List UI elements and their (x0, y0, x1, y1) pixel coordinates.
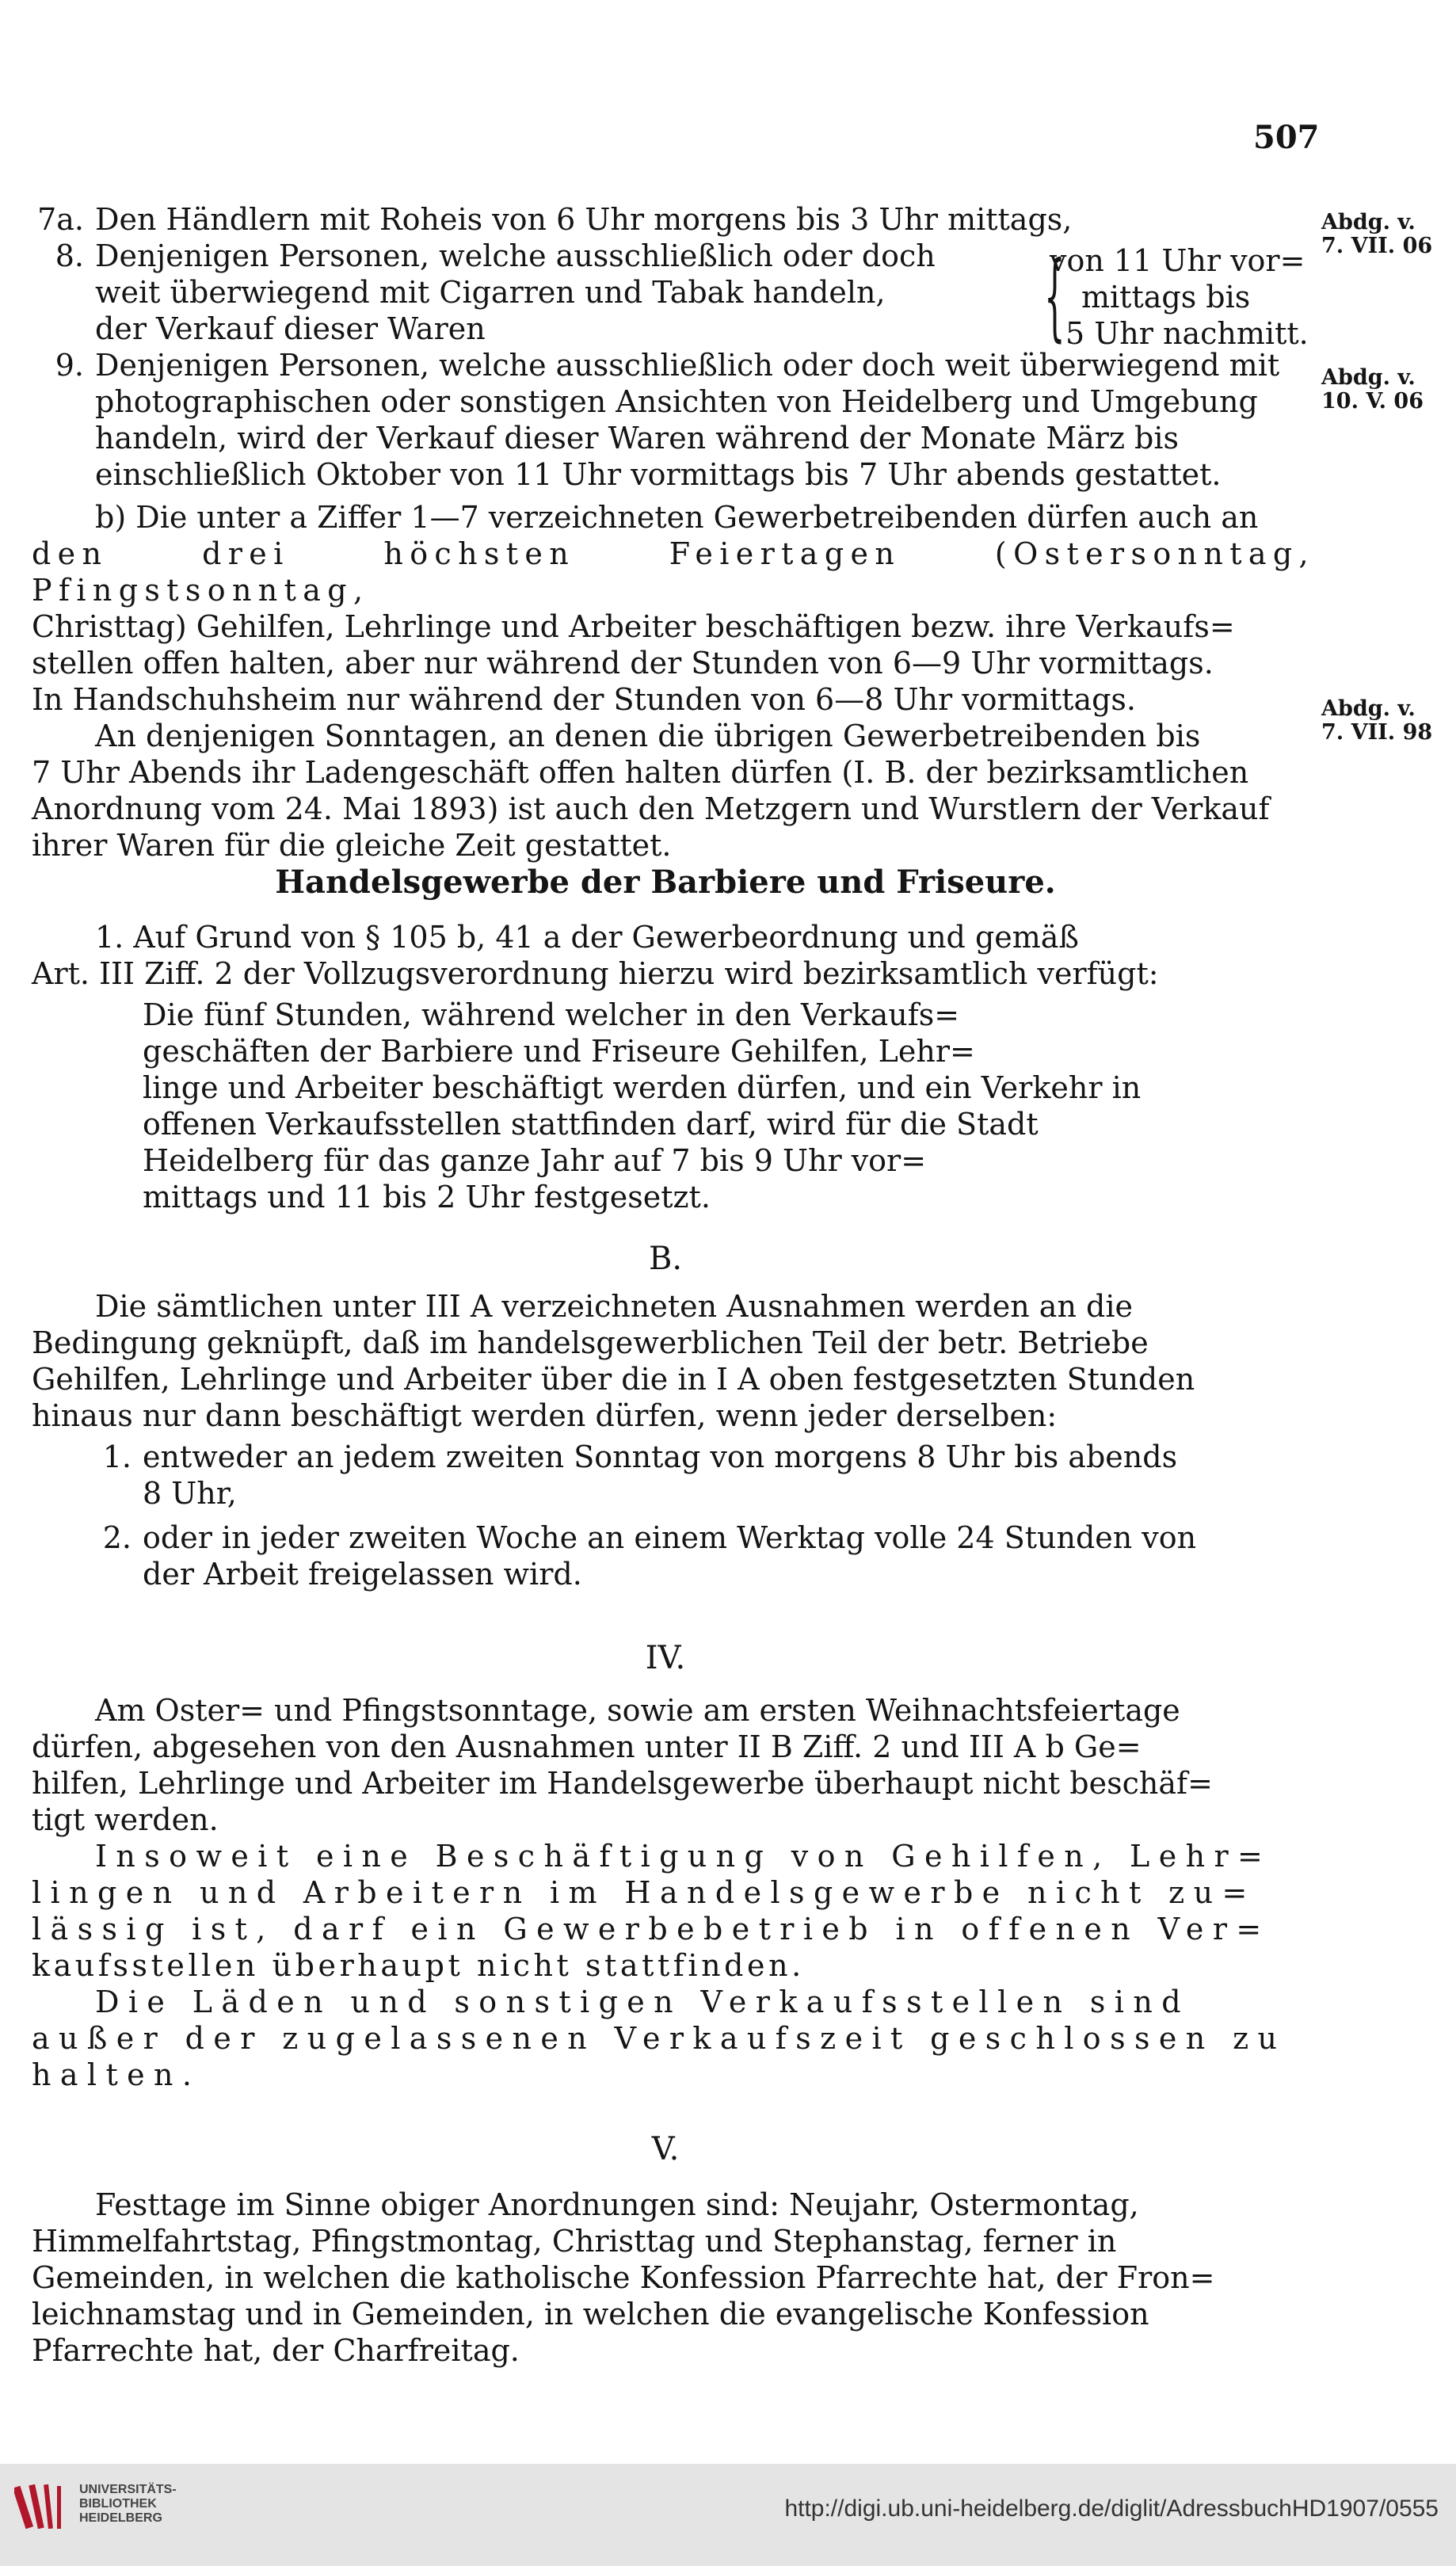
list-item (32, 1519, 1315, 1592)
item-number: 2. (102, 1520, 131, 1555)
margin-note: Abdg. v. 7. VII. 06 (1321, 210, 1433, 258)
item-text (95, 347, 1315, 493)
text-line: Die sämtlichen unter III A verzeichneten Ausnahmen werden an die (95, 1289, 1133, 1324)
text-line: Am Oster= und Pfingstsonntage, sowie am ersten Weihnachtsfeiertage (95, 1693, 1180, 1728)
item-number: 7a. (37, 202, 84, 237)
section-heading: Handelsgewerbe der Barbiere und Friseure. (275, 864, 1056, 901)
item-number: 8. (55, 238, 84, 273)
text-line: Himmelfahrtstag, Pfingstmontag, Christtag und Stephanstag, ferner in (32, 2224, 1117, 2259)
text-line: den drei höchsten Feiertagen (Ostersonntag, Pfingstsonntag, (32, 536, 1315, 608)
section-v-heading: V. (651, 2131, 680, 2168)
brace-icon: { (1044, 242, 1065, 352)
text-line: Denjenigen Personen, welche ausschließlich oder doch (95, 238, 936, 273)
text-line: lingen und Arbeitern im Handelsgewerbe nicht zu= (32, 1875, 1256, 1910)
item-number: 1. (102, 1439, 131, 1474)
text-line: Christtag) Gehilfen, Lehrlinge und Arbeiter beschäftigen bezw. ihre Verkaufs= (32, 609, 1235, 644)
section-b (32, 1288, 1315, 1592)
paragraph-c (32, 718, 1315, 864)
list-item (32, 347, 1315, 493)
text-line: Heidelberg für das ganze Jahr auf 7 bis 9 Uhr vor= (143, 1143, 927, 1178)
text-line: geschäften der Barbiere und Friseure Gehilfen, Lehr= (143, 1034, 975, 1069)
text-line: mittags und 11 bis 2 Uhr festgesetzt. (143, 1180, 711, 1214)
text-line: außer der zugelassenen Verkaufszeit geschlossen zu (32, 2021, 1286, 2056)
item-text: entweder an jedem zweiten Sonntag von morgens 8 Uhr bis abends 8 Uhr, (143, 1439, 1178, 1511)
item-text (95, 238, 1038, 347)
text-line: einschließlich Oktober von 11 Uhr vormittags bis 7 Uhr abends gestattet. (95, 457, 1222, 492)
brace-text (1050, 242, 1335, 352)
list-item (32, 201, 1315, 238)
text-line: offenen Verkaufsstellen stattfinden darf, wird für die Stadt (143, 1107, 1039, 1142)
text-line: Die Läden und sonstigen Verkaufsstellen sind (95, 1985, 1190, 2019)
text-line: Art. III Ziff. 2 der Vollzugsverordnung hierzu wird bezirksamtlich verfügt: (32, 956, 1159, 991)
text-line: Gemeinden, in welchen die katholische Konfession Pfarrechte hat, der Fron= (32, 2260, 1215, 2295)
text-line: b) Die unter a Ziffer 1—7 verzeichneten Gewerbetreibenden dürfen auch an (95, 500, 1259, 535)
text-line: kaufsstellen überhaupt nicht stattfinden. (32, 1948, 805, 1983)
text-line: halten. (32, 2057, 201, 2092)
item-number: 9. (55, 348, 84, 383)
text-line: Denjenigen Personen, welche ausschließlich oder doch weit überwiegend mit (95, 348, 1280, 383)
text-line: tigt werden. (32, 1802, 219, 1837)
margin-note: Abdg. v. 10. V. 06 (1321, 365, 1424, 414)
item-text: Den Händlern mit Roheis von 6 Uhr morgens bis 3 Uhr mittags, (95, 202, 1073, 237)
barber-paragraph (32, 919, 1315, 1215)
text-line: weit überwiegend mit Cigarren und Tabak handeln, (95, 275, 886, 310)
library-logo-icon (14, 2478, 73, 2540)
text-line: An denjenigen Sonntagen, an denen die übrigen Gewerbetreibenden bis (95, 719, 1201, 753)
text-line: stellen offen halten, aber nur während der Stunden von 6—9 Uhr vormittags. (32, 646, 1214, 681)
text-line: von 11 Uhr vor= (1050, 243, 1305, 278)
text-line: hilfen, Lehrlinge und Arbeiter im Handelsgewerbe überhaupt nicht beschäf= (32, 1766, 1213, 1801)
paragraph-b (32, 499, 1315, 718)
text-line: 7 Uhr Abends ihr Ladengeschäft offen halten dürfen (I. B. der bezirksamtlichen (32, 755, 1249, 790)
section-b-heading: B. (648, 1241, 683, 1277)
text-line: mittags bis (1081, 280, 1251, 315)
text-line: dürfen, abgesehen von den Ausnahmen unter II B Ziff. 2 und III A b Ge= (32, 1729, 1142, 1764)
library-logo-text: UNIVERSITÄTS- BIBLIOTHEK HEIDELBERG (79, 2483, 177, 2525)
text-line: 1. Auf Grund von § 105 b, 41 a der Gewerbeordnung und gemäß (95, 920, 1079, 955)
text-line: Festtage im Sinne obiger Anordnungen sind: Neujahr, Ostermontag, (95, 2187, 1139, 2222)
text-line: 5 Uhr nachmitt. (1065, 316, 1309, 351)
text-line: photographischen oder sonstigen Ansichten von Heidelberg und Umgebung (95, 384, 1258, 419)
text-line: leichnamstag und in Gemeinden, in welchen die evangelische Konfession (32, 2297, 1149, 2332)
text-line: Pfarrechte hat, der Charfreitag. (32, 2333, 520, 2368)
barber-quote (32, 997, 1315, 1215)
page-number: 507 (1253, 119, 1320, 156)
text-line: Anordnung vom 24. Mai 1893) ist auch den Metzgern und Wurstlern der Verkauf (32, 791, 1270, 826)
text-line: Die fünf Stunden, während welcher in den Verkaufs= (143, 997, 960, 1032)
section-iv (32, 1692, 1315, 2093)
text-line: Insoweit eine Beschäftigung von Gehilfen, Lehr= (95, 1839, 1272, 1874)
text-line: handeln, wird der Verkauf dieser Waren während der Monate März bis (95, 421, 1180, 456)
text-line: Bedingung geknüpft, daß im handelsgewerblichen Teil der betr. Betriebe (32, 1325, 1149, 1360)
text-line: hinaus nur dann beschäftigt werden dürfen, wenn jeder derselben: (32, 1398, 1058, 1433)
list-item (32, 1439, 1315, 1512)
item-text: oder in jeder zweiten Woche an einem Werktag volle 24 Stunden von der Arbeit freigelassen wird. (143, 1520, 1197, 1592)
text-line: linge und Arbeiter beschäftigt werden dürfen, und ein Verkehr in (143, 1070, 1142, 1105)
section-v (32, 2187, 1315, 2369)
section-iv-heading: IV. (645, 1640, 686, 1676)
text-line: ihrer Waren für die gleiche Zeit gestattet. (32, 828, 672, 863)
text-line: der Verkauf dieser Waren (95, 311, 486, 346)
text-line: lässig ist, darf ein Gewerbebetrieb in offenen Ver= (32, 1912, 1271, 1946)
text-line: In Handschuhsheim nur während der Stunden von 6—8 Uhr vormittags. (32, 682, 1137, 717)
margin-note: Abdg. v. 7. VII. 98 (1321, 696, 1433, 745)
text-line: Gehilfen, Lehrlinge und Arbeiter über die in I A oben festgesetzten Stunden (32, 1362, 1195, 1397)
source-url-link[interactable]: http://digi.ub.uni-heidelberg.de/diglit/AdressbuchHD1907/0555 (784, 2495, 1439, 2522)
